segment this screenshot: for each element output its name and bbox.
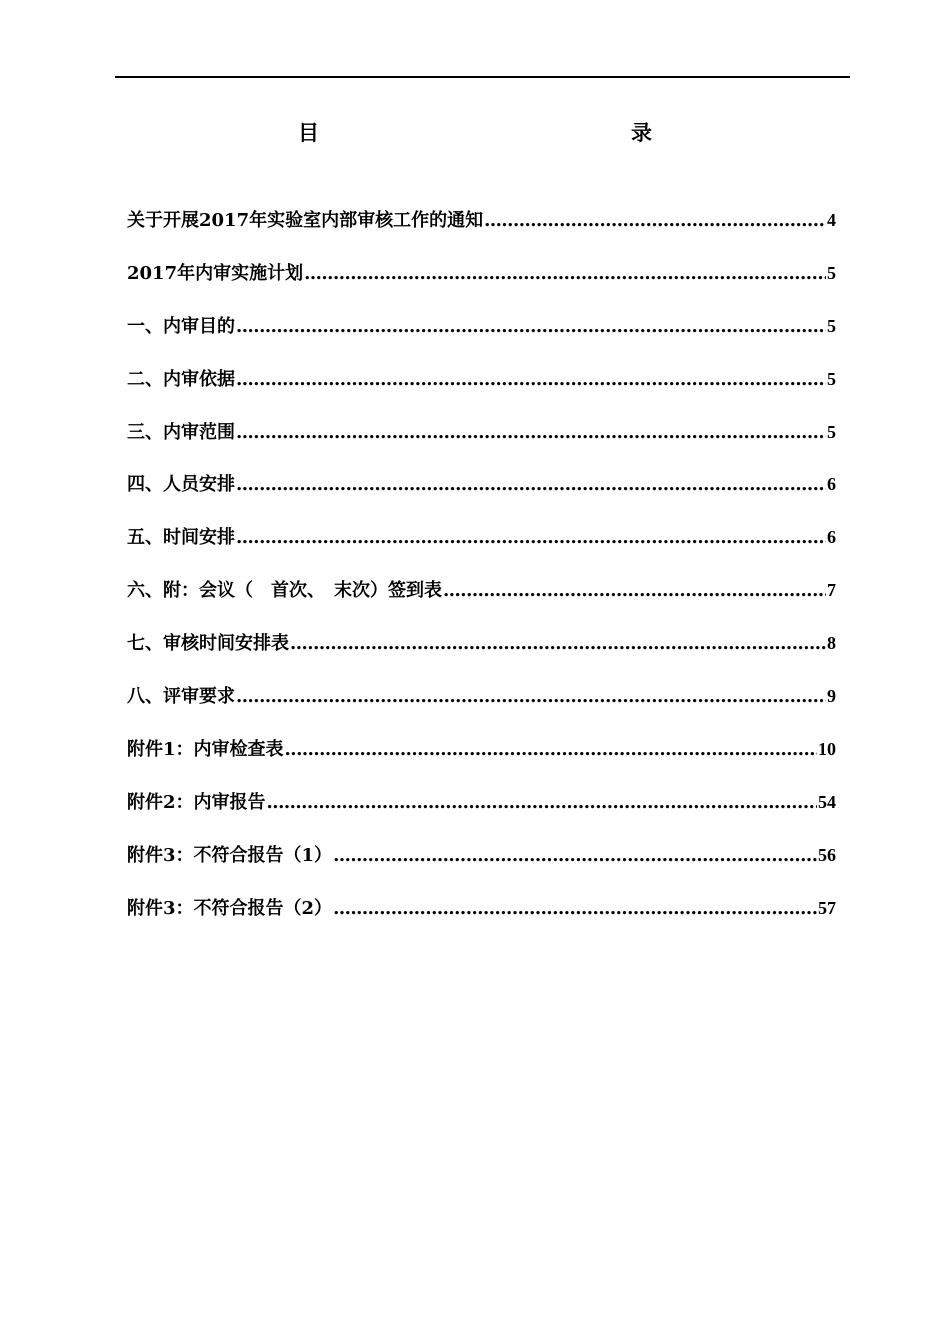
toc-entry[interactable] (127, 839, 836, 892)
toc-title: 目 录 (298, 120, 742, 145)
toc-entry-text: 附件3：不符合报告（2） (127, 897, 333, 919)
toc-dot-leader (236, 364, 826, 396)
toc-dot-leader (285, 734, 817, 766)
toc-entry-text: 附件3：不符合报告（1） (127, 844, 333, 866)
toc-entry-page: 56 (818, 844, 836, 865)
toc-entry[interactable] (127, 521, 836, 574)
toc-entry[interactable] (127, 574, 836, 627)
header-rule (115, 76, 850, 78)
toc-dot-leader (333, 840, 817, 872)
toc-entry[interactable] (127, 257, 836, 310)
toc-entry[interactable] (127, 468, 836, 521)
toc-entry-text: 三、内审范围 (127, 421, 235, 443)
toc-entry-text: 七、审核时间安排表 (127, 633, 289, 655)
toc-dot-leader (236, 311, 826, 343)
toc-entry-text: 八、评审要求 (127, 686, 235, 708)
toc-entry-text: 附件1：内审检查表 (127, 738, 284, 760)
toc-entry-page: 10 (818, 738, 836, 759)
toc-entry-text: 关于开展2017年实验室内部审核工作的通知 (127, 210, 484, 231)
toc-entry-page: 7 (827, 580, 836, 601)
toc-entry-text: 四、人员安排 (127, 474, 235, 496)
toc-entry-text: 六、附：会议（ 首次、 末次）签到表 (127, 580, 442, 602)
toc-dot-leader (236, 469, 826, 501)
toc-list (127, 204, 836, 944)
toc-entry-page: 57 (818, 897, 836, 918)
toc-entry[interactable] (127, 310, 836, 363)
toc-dot-leader (267, 787, 817, 819)
toc-dot-leader (443, 575, 826, 607)
toc-entry-text: 五、时间安排 (127, 527, 235, 549)
toc-entry-text: 2017年内审实施计划 (127, 262, 304, 284)
toc-entry-page: 5 (827, 262, 836, 283)
toc-dot-leader (236, 522, 826, 554)
toc-entry[interactable] (127, 416, 836, 469)
toc-entry-text: 二、内审依据 (127, 368, 235, 390)
toc-entry-page: 9 (827, 686, 836, 707)
toc-entry-text: 一、内审目的 (127, 315, 235, 337)
toc-entry[interactable] (127, 680, 836, 733)
toc-entry-page: 5 (827, 368, 836, 389)
toc-entry-page: 6 (827, 474, 836, 495)
toc-entry[interactable] (127, 733, 836, 786)
toc-entry-page: 4 (827, 210, 836, 230)
toc-entry-page: 5 (827, 315, 836, 336)
toc-dot-leader (484, 205, 826, 237)
toc-dot-leader (236, 681, 826, 713)
toc-dot-leader (333, 893, 817, 925)
toc-entry-page: 6 (827, 527, 836, 548)
toc-entry[interactable] (127, 786, 836, 839)
toc-entry-text: 附件2：内审报告 (127, 791, 266, 813)
toc-entry-page: 5 (827, 421, 836, 442)
toc-entry[interactable] (127, 627, 836, 680)
toc-entry[interactable] (127, 892, 836, 945)
toc-entry[interactable] (127, 363, 836, 416)
toc-entry-page: 8 (827, 633, 836, 654)
toc-dot-leader (304, 258, 826, 290)
toc-entry-page: 54 (818, 791, 836, 812)
toc-dot-leader (290, 628, 826, 660)
toc-entry[interactable] (127, 204, 836, 257)
toc-dot-leader (236, 417, 826, 449)
